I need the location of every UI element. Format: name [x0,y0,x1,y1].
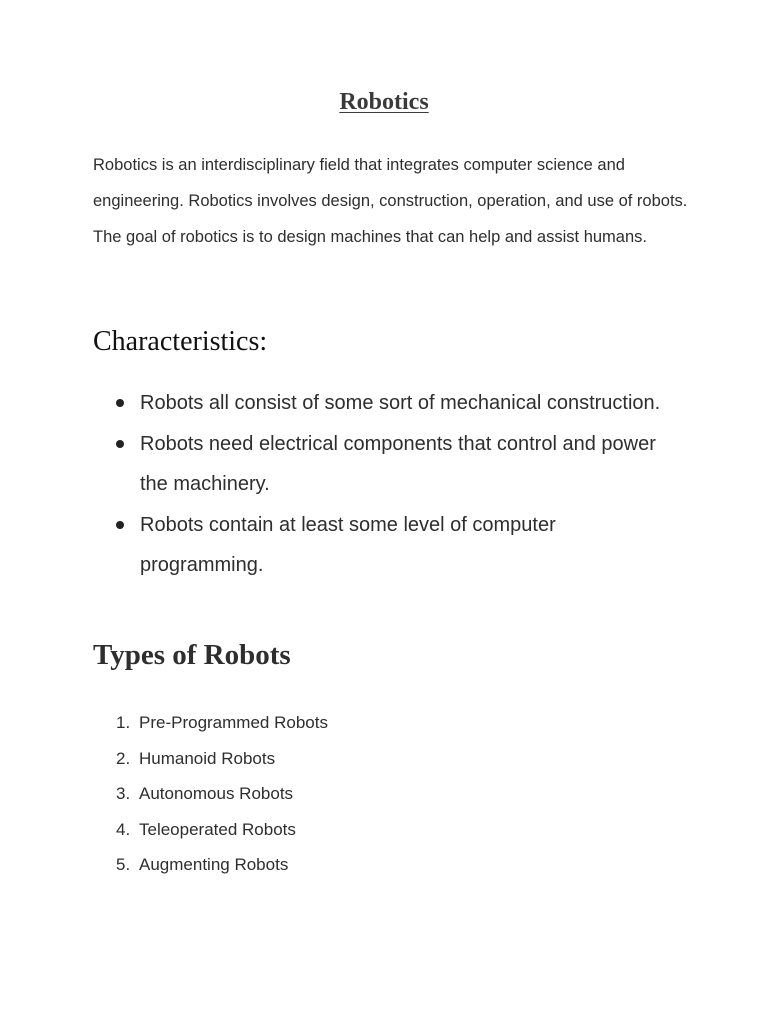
list-item [116,812,328,848]
types-list [116,705,328,883]
list-item-text: Robots contain at least some level of computer programming. [140,514,556,576]
list-item-text: Robots need electrical components that control and power the machinery. [140,433,656,495]
list-item-text: Robots all consist of some sort of mechanical construction. [140,392,661,414]
list-item [140,505,680,585]
list-number: 4. [116,819,131,839]
list-number: 3. [116,784,131,803]
list-item [116,847,328,883]
characteristics-list [140,383,680,586]
bullet-icon [116,399,124,407]
list-item [116,705,328,741]
list-item-text: Pre-Programmed Robots [139,713,328,732]
list-item [140,424,680,504]
bullet-icon [116,521,124,529]
intro-paragraph: Robotics is an interdisciplinary field that integrates computer science and engineering. Robotics involves design, construction, operation, and use of robots. The goal of robotics is to design machines that can help and assist humans. [93,156,688,246]
list-item [116,741,328,777]
list-number: 5. [116,855,131,874]
document-title-text: Robotics [339,89,429,115]
document-title [0,89,768,116]
types-heading: Types of Robots [93,639,291,671]
bullet-icon [116,440,124,448]
characteristics-heading: Characteristics: [93,326,268,357]
list-item-text: Autonomous Robots [139,784,294,803]
list-item-text: Teleoperated Robots [139,819,296,839]
list-item-text: Humanoid Robots [139,748,276,768]
list-number: 1. [116,713,131,732]
list-item [140,383,680,423]
list-item-text: Augmenting Robots [139,855,289,874]
list-item [116,776,328,812]
list-number: 2. [116,748,131,768]
